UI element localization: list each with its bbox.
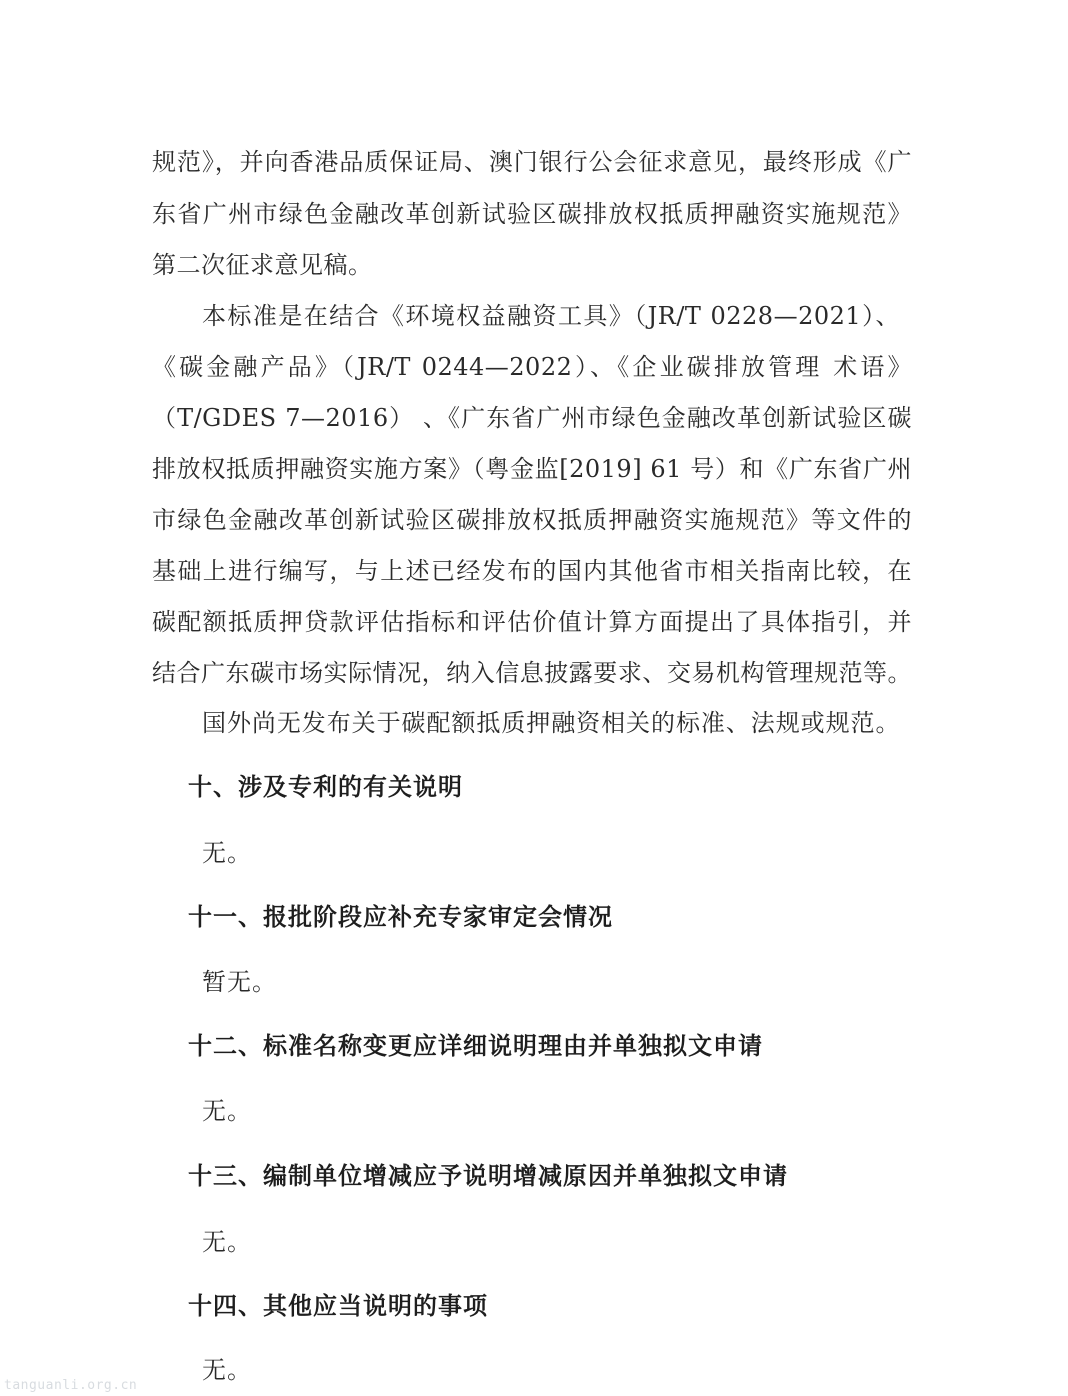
paragraph-line: 东省广州市绿色金融改革创新试验区碳排放权抵质押融资实施规范》 bbox=[152, 200, 912, 228]
paragraph-line: 规范》，并向香港品质保证局、澳门银行公会征求意见，最终形成《广 bbox=[152, 148, 912, 176]
watermark-text: tanguanli.org.cn bbox=[4, 1378, 138, 1393]
section-heading: 十四、其他应当说明的事项 bbox=[188, 1292, 488, 1320]
section-body: 暂无。 bbox=[202, 968, 277, 996]
paragraph-line: 国外尚无发布关于碳配额抵质押融资相关的标准、法规或规范。 bbox=[202, 709, 900, 737]
paragraph-line: （T/GDES 7—2016） 、《广东省广州市绿色金融改革创新试验区碳 bbox=[152, 404, 912, 432]
section-heading: 十一、报批阶段应补充专家审定会情况 bbox=[188, 903, 613, 931]
section-body: 无。 bbox=[202, 1356, 252, 1384]
section-heading: 十二、标准名称变更应详细说明理由并单独拟文申请 bbox=[188, 1032, 763, 1060]
section-heading: 十三、编制单位增减应予说明增减原因并单独拟文申请 bbox=[188, 1162, 788, 1190]
section-body: 无。 bbox=[202, 1097, 252, 1125]
paragraph-line: 《碳金融产品》（JR/T 0244—2022）、《企业碳排放管理 术语》 bbox=[152, 353, 912, 381]
paragraph-line: 碳配额抵质押贷款评估指标和评估价值计算方面提出了具体指引，并 bbox=[152, 608, 912, 636]
paragraph-line: 结合广东碳市场实际情况，纳入信息披露要求、交易机构管理规范等。 bbox=[152, 659, 912, 687]
paragraph-line: 基础上进行编写，与上述已经发布的国内其他省市相关指南比较，在 bbox=[152, 557, 912, 585]
section-heading: 十、涉及专利的有关说明 bbox=[188, 773, 463, 801]
paragraph-line: 第二次征求意见稿。 bbox=[152, 251, 373, 279]
section-body: 无。 bbox=[202, 1228, 252, 1256]
section-body: 无。 bbox=[202, 839, 252, 867]
paragraph-line: 排放权抵质押融资实施方案》（粤金监[2019] 61 号）和《广东省广州 bbox=[152, 455, 912, 483]
paragraph-line: 本标准是在结合《环境权益融资工具》（JR/T 0228—2021）、 bbox=[202, 302, 900, 330]
paragraph-line: 市绿色金融改革创新试验区碳排放权抵质押融资实施规范》等文件的 bbox=[152, 506, 912, 534]
